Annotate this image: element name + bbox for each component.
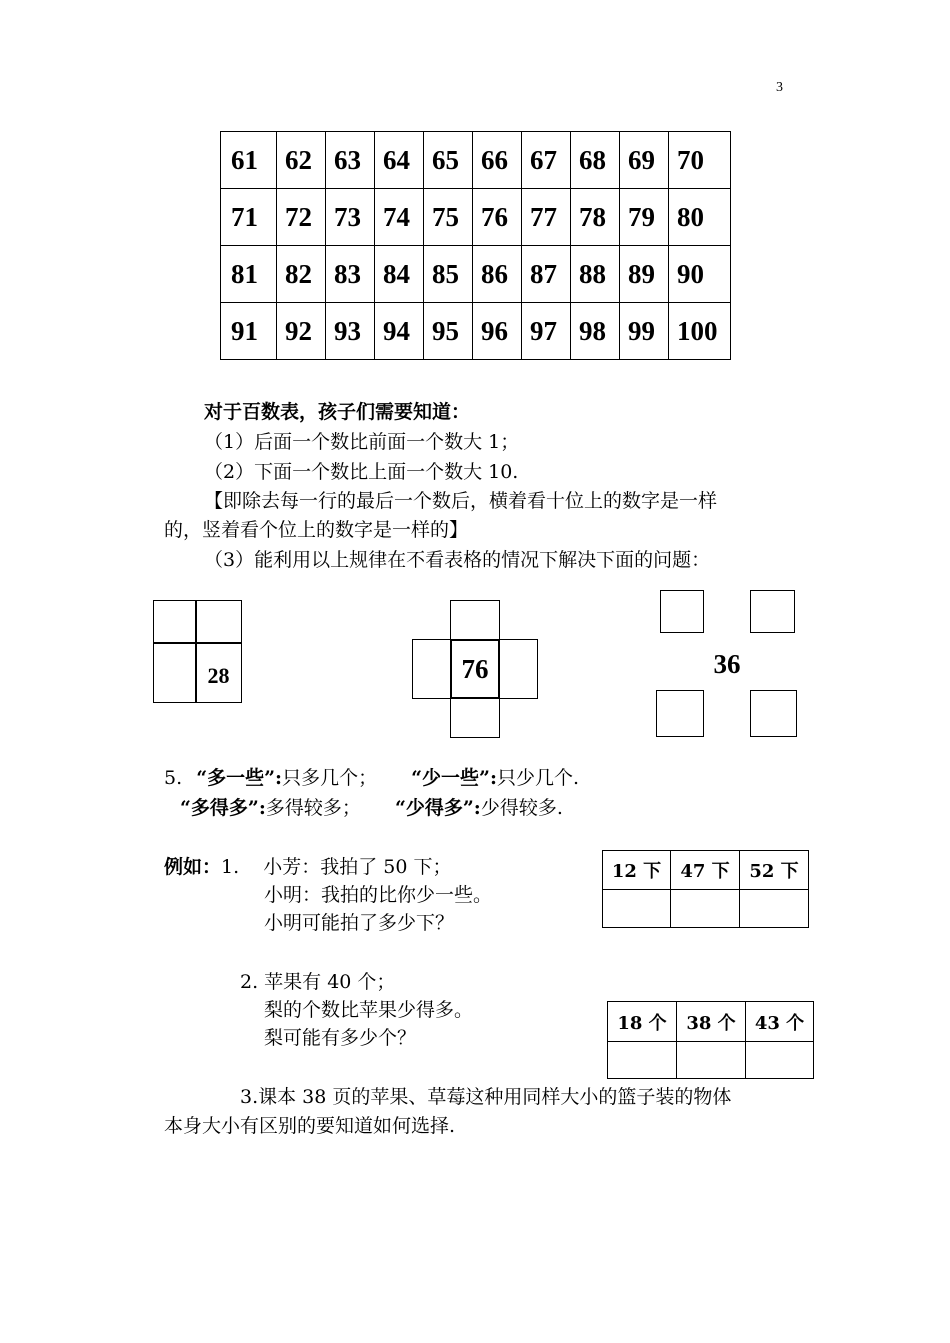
hundred-table-cell: 83 <box>326 246 375 303</box>
hundred-table-cell: 64 <box>375 132 424 189</box>
puzzle-cell <box>750 690 797 737</box>
hundred-table-cell: 65 <box>424 132 473 189</box>
rule-note-line-1: 【即除去每一行的最后一个数后，横着看十位上的数字是一样 <box>204 490 718 512</box>
hundred-table-cell: 96 <box>473 303 522 360</box>
hundred-table-cell: 99 <box>620 303 669 360</box>
hundred-table-cell: 86 <box>473 246 522 303</box>
example-label: 例如： <box>164 856 222 878</box>
hundred-table-cell: 72 <box>277 189 326 246</box>
term-much-less: “少得多”: <box>394 797 481 819</box>
puzzle-cell <box>750 590 795 633</box>
example-1-number: 1. <box>221 856 240 878</box>
example-3-line-2: 本身大小有区别的要知道如何选择. <box>164 1115 456 1137</box>
hundred-table-row <box>221 303 731 360</box>
rule-item-2: （2）下面一个数比上面一个数大 10. <box>204 461 519 483</box>
hundred-table-cell: 89 <box>620 246 669 303</box>
hundred-table-cell: 79 <box>620 189 669 246</box>
option-cell: 43 个 <box>746 1002 814 1042</box>
puzzle-cell <box>656 690 704 737</box>
term-less-some: “少一些”: <box>411 767 497 789</box>
example-2-line-2: 梨的个数比苹果少得多。 <box>264 999 474 1021</box>
option-cell: 12 下 <box>603 851 671 890</box>
option-cell: 38 个 <box>677 1002 746 1042</box>
hundred-table-cell: 100 <box>669 303 731 360</box>
answer-cell[interactable] <box>608 1042 677 1079</box>
hundred-table-cell: 68 <box>571 132 620 189</box>
puzzle-square-number: 28 <box>207 663 230 688</box>
hundred-table-cell: 93 <box>326 303 375 360</box>
example-2-line-1: 2. 苹果有 40 个； <box>240 971 396 993</box>
def-much-less: 少得较多. <box>480 797 563 819</box>
puzzle-cell <box>153 600 197 644</box>
option-cell: 52 下 <box>740 851 809 890</box>
rule-note-line-2: 的，竖着看个位上的数字是一样的】 <box>164 519 469 541</box>
example-1-line-3: 小明可能拍了多少下？ <box>264 912 455 934</box>
hundred-table-cell: 84 <box>375 246 424 303</box>
hundred-table-cell: 71 <box>221 189 277 246</box>
puzzle-cell <box>195 600 242 644</box>
puzzle-cell <box>450 697 500 738</box>
puzzle-cross-number: 76 <box>461 653 489 684</box>
term-more-some: “多一些”: <box>196 767 283 789</box>
hundred-table-cell: 77 <box>522 189 571 246</box>
example-1-text-1: 小芳：我拍了 50 下； <box>263 856 452 878</box>
puzzle-cell <box>153 642 197 703</box>
hundred-table-cell: 70 <box>669 132 731 189</box>
hundred-table-cell: 85 <box>424 246 473 303</box>
hundred-table-cell: 97 <box>522 303 571 360</box>
answer-cell[interactable] <box>603 890 671 928</box>
hundred-table-cell: 91 <box>221 303 277 360</box>
example-2-line-3: 梨可能有多少个？ <box>264 1027 417 1049</box>
answer-cell[interactable] <box>677 1042 746 1079</box>
hundred-table-cell: 98 <box>571 303 620 360</box>
hundred-table-cell: 61 <box>221 132 277 189</box>
hundred-table-cell: 94 <box>375 303 424 360</box>
hundred-table-cell: 87 <box>522 246 571 303</box>
hundred-table-cell: 82 <box>277 246 326 303</box>
puzzle-cell <box>498 639 538 699</box>
example-2-options-table <box>607 1001 814 1079</box>
hundred-table-cell: 92 <box>277 303 326 360</box>
hundred-table-row <box>221 246 731 303</box>
hundred-table-cell: 67 <box>522 132 571 189</box>
section-5-line-1 <box>164 766 579 790</box>
hundred-table <box>220 131 731 360</box>
def-less-some: 只少几个. <box>497 767 580 789</box>
puzzle-cell <box>660 590 704 633</box>
rules-heading: 对于百数表，孩子们需要知道： <box>204 401 471 423</box>
hundred-table-cell: 88 <box>571 246 620 303</box>
hundred-table-cell: 95 <box>424 303 473 360</box>
hundred-table-cell: 78 <box>571 189 620 246</box>
hundred-table-cell: 69 <box>620 132 669 189</box>
answer-cell[interactable] <box>740 890 809 928</box>
hundred-table-cell: 90 <box>669 246 731 303</box>
hundred-table-cell: 81 <box>221 246 277 303</box>
hundred-table-row <box>221 189 731 246</box>
example-1-options-table <box>602 850 809 928</box>
answer-cell[interactable] <box>746 1042 814 1079</box>
rule-item-3: （3）能利用以上规律在不看表格的情况下解决下面的问题： <box>204 549 711 571</box>
hundred-table-cell: 80 <box>669 189 731 246</box>
hundred-table-cell: 62 <box>277 132 326 189</box>
page-number: 3 <box>776 80 783 95</box>
hundred-table-cell: 74 <box>375 189 424 246</box>
option-cell: 47 下 <box>671 851 740 890</box>
def-more-some: 只多几个； <box>282 767 378 789</box>
hundred-table-cell: 76 <box>473 189 522 246</box>
example-3-line-1: 3.课本 38 页的苹果、草莓这种用同样大小的篮子装的物体 <box>240 1086 732 1108</box>
puzzle-x-number: 36 <box>713 648 741 679</box>
section-5-line-2 <box>180 796 563 820</box>
hundred-table-cell: 63 <box>326 132 375 189</box>
hundred-table-cell: 75 <box>424 189 473 246</box>
answer-cell[interactable] <box>671 890 740 928</box>
puzzle-cell <box>450 600 500 641</box>
puzzle-cell <box>412 639 452 699</box>
section-number: 5. <box>164 767 183 789</box>
example-1-line-1 <box>164 855 451 879</box>
rule-item-1: （1）后面一个数比前面一个数大 1； <box>204 431 520 453</box>
def-much-more: 多得较多； <box>265 797 361 819</box>
hundred-table-cell: 73 <box>326 189 375 246</box>
option-cell: 18 个 <box>608 1002 677 1042</box>
example-1-line-2: 小明：我拍的比你少一些。 <box>264 884 493 906</box>
hundred-table-cell: 66 <box>473 132 522 189</box>
hundred-table-row <box>221 132 731 189</box>
term-much-more: “多得多”: <box>180 797 266 819</box>
